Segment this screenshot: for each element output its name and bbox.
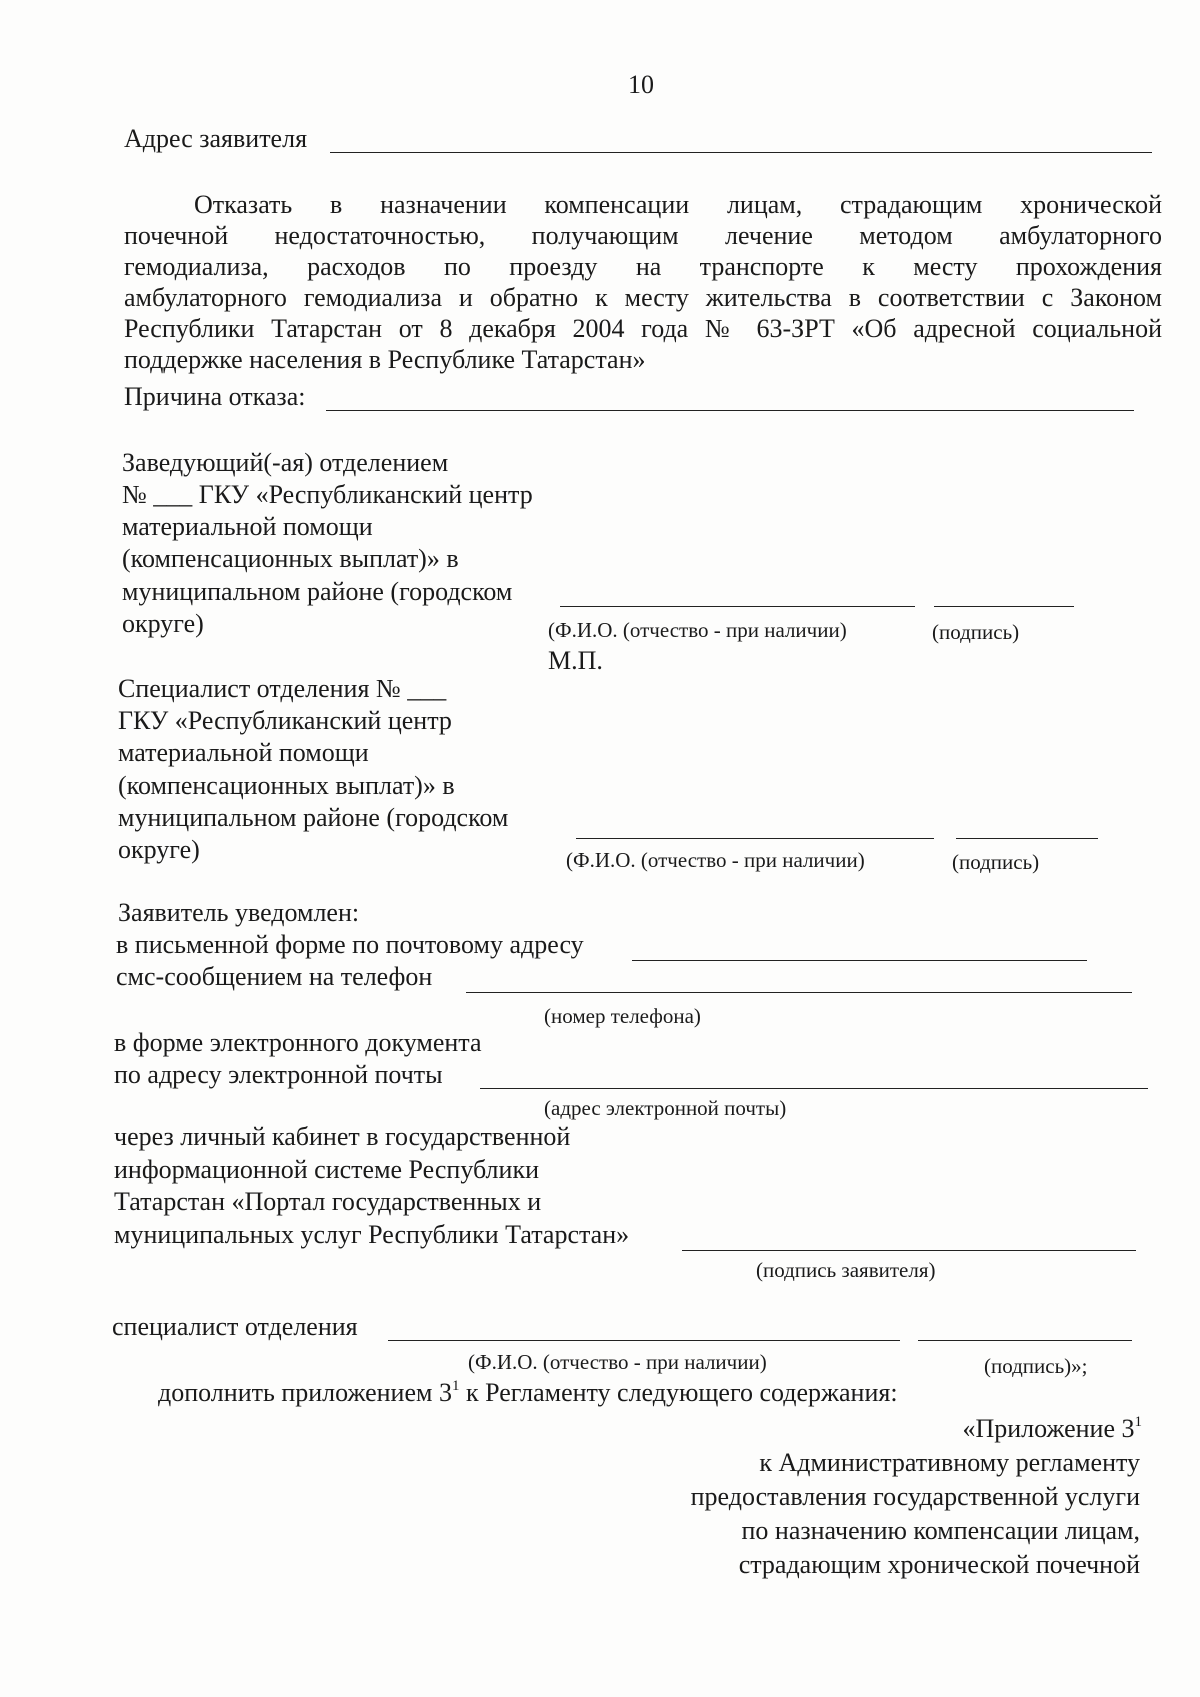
refusal-reason-label: Причина отказа: bbox=[124, 382, 306, 411]
head-signature-caption: (подпись) bbox=[932, 620, 1020, 644]
specialist-signature-field[interactable] bbox=[956, 838, 1098, 839]
notification-portal-line: муниципальных услуг Республики Татарстан» bbox=[114, 1220, 630, 1249]
specialist-line: ГКУ «Республиканский центр bbox=[118, 706, 452, 735]
page-number: 10 bbox=[628, 70, 654, 99]
notification-edoc-line: в форме электронного документа bbox=[114, 1028, 482, 1057]
final-specialist-signature-caption: (подпись)»; bbox=[984, 1354, 1088, 1378]
appendix-line: страдающим хронической почечной bbox=[738, 1550, 1140, 1579]
supplement-instruction bbox=[158, 1378, 898, 1408]
final-specialist-signature-field[interactable] bbox=[918, 1340, 1132, 1341]
supplement-text-before: дополнить приложением 3 bbox=[158, 1378, 452, 1407]
specialist-fio-field[interactable] bbox=[576, 838, 934, 839]
stamp-placeholder: М.П. bbox=[548, 646, 603, 675]
applicant-address-field[interactable] bbox=[330, 152, 1152, 153]
phone-caption: (номер телефона) bbox=[544, 1004, 701, 1028]
head-fio-caption: (Ф.И.О. (отчество - при наличии) bbox=[548, 618, 847, 642]
head-fio-field[interactable] bbox=[560, 606, 915, 607]
specialist-line: (компенсационных выплат)» в bbox=[118, 771, 455, 800]
specialist-line: округе) bbox=[118, 835, 200, 864]
notification-portal-line: Татарстан «Портал государственных и bbox=[114, 1187, 542, 1216]
appendix-header bbox=[691, 1412, 1142, 1582]
specialist-fio-caption: (Ф.И.О. (отчество - при наличии) bbox=[566, 848, 865, 872]
head-line: муниципальном районе (городском bbox=[122, 577, 513, 606]
applicant-address-label: Адрес заявителя bbox=[124, 124, 308, 153]
refusal-line: почечной недостаточностью, получающим лечение методом амбулаторного bbox=[124, 221, 1162, 250]
refusal-reason-field[interactable] bbox=[326, 410, 1134, 411]
notification-sms-label: смс-сообщением на телефон bbox=[116, 962, 433, 991]
refusal-line: поддержке населения в Республике Татарстан» bbox=[124, 345, 646, 374]
refusal-line: гемодиализа, расходов по проезду на транспорте к месту прохождения bbox=[124, 252, 1162, 281]
email-field[interactable] bbox=[480, 1088, 1148, 1089]
notification-portal-line: информационной системе Республики bbox=[114, 1155, 539, 1184]
refusal-line: амбулаторного гемодиализа и обратно к месту жительства в соответствии с Законом bbox=[124, 283, 1162, 312]
refusal-line: Республики Татарстан от 8 декабря 2004 года № 63-ЗРТ «Об адресной социальной bbox=[124, 314, 1162, 343]
head-line: (компенсационных выплат)» в bbox=[122, 544, 459, 573]
head-signature-field[interactable] bbox=[934, 606, 1074, 607]
final-specialist-fio-field[interactable] bbox=[388, 1340, 900, 1341]
notification-portal-line: через личный кабинет в государственной bbox=[114, 1122, 571, 1151]
appendix-title bbox=[691, 1412, 1142, 1446]
specialist-line: Специалист отделения № ___ bbox=[118, 674, 447, 703]
appendix-line: предоставления государственной услуги bbox=[690, 1482, 1140, 1511]
refusal-paragraph bbox=[124, 189, 1162, 375]
applicant-signature-caption: (подпись заявителя) bbox=[756, 1258, 936, 1282]
final-specialist-fio-caption: (Ф.И.О. (отчество - при наличии) bbox=[468, 1350, 767, 1374]
appendix-title-text: «Приложение 3 bbox=[962, 1414, 1135, 1443]
head-line: Заведующий(-ая) отделением bbox=[122, 448, 449, 477]
final-specialist-label: специалист отделения bbox=[112, 1312, 358, 1341]
phone-field[interactable] bbox=[466, 992, 1132, 993]
specialist-line: материальной помощи bbox=[118, 738, 369, 767]
notification-edoc-line: по адресу электронной почты bbox=[114, 1060, 443, 1089]
notification-title: Заявитель уведомлен: bbox=[118, 898, 360, 927]
supplement-superscript: 1 bbox=[451, 1378, 460, 1394]
head-line: материальной помощи bbox=[122, 512, 373, 541]
email-caption: (адрес электронной почты) bbox=[544, 1096, 787, 1120]
specialist-signature-caption: (подпись) bbox=[952, 850, 1040, 874]
supplement-text-after: к Регламенту следующего содержания: bbox=[459, 1378, 898, 1407]
appendix-line: к Административному регламенту bbox=[759, 1448, 1140, 1477]
postal-address-field[interactable] bbox=[632, 960, 1087, 961]
notification-postal-label: в письменной форме по почтовому адресу bbox=[116, 930, 584, 959]
head-line: № ___ ГКУ «Республиканский центр bbox=[122, 480, 533, 509]
refusal-line: Отказать в назначении компенсации лицам, страдающим хронической bbox=[194, 190, 1162, 219]
applicant-signature-field[interactable] bbox=[682, 1250, 1136, 1251]
head-line: округе) bbox=[122, 609, 204, 638]
appendix-title-superscript: 1 bbox=[1134, 1414, 1142, 1430]
specialist-line: муниципальном районе (городском bbox=[118, 803, 509, 832]
appendix-line: по назначению компенсации лицам, bbox=[741, 1516, 1140, 1545]
